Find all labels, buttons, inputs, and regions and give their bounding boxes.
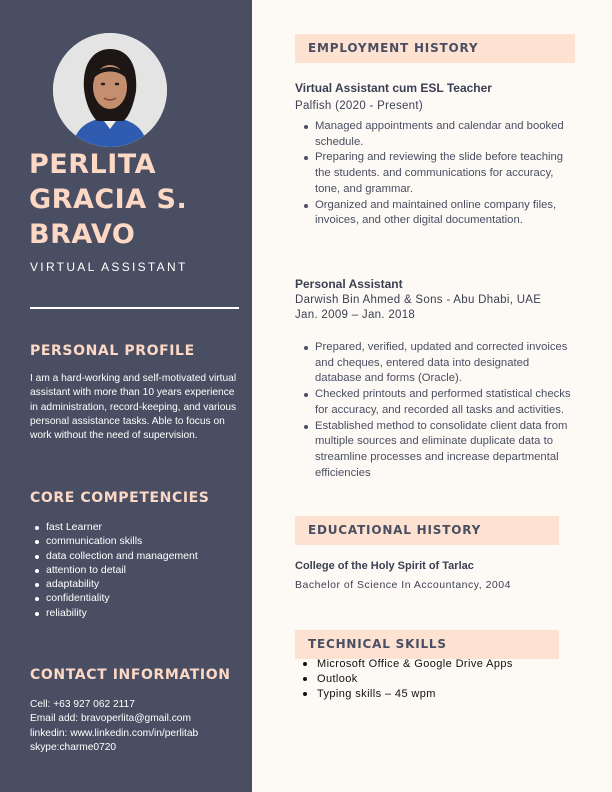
list-item: reliability [46, 606, 198, 620]
list-item: Outlook [317, 672, 513, 687]
name-line: PERLITA [29, 149, 156, 180]
list-item: fast Learner [46, 520, 198, 534]
list-item: Prepared, verified, updated and corrected invoices and cheques, entered data into designated database and forms (Oracle). [315, 340, 573, 387]
job-1-duties [315, 119, 573, 229]
contact-linkedin[interactable]: linkedin: www.linkedin.com/in/perlitab [30, 727, 199, 739]
list-item: Preparing and reviewing the slide before teaching the students. and communications for accuracy, tone, and grammar. [315, 150, 573, 197]
contact-heading: CONTACT INFORMATION [30, 667, 231, 683]
education-heading: EDUCATIONAL HISTORY [295, 516, 559, 545]
list-item: communication skills [46, 534, 198, 548]
job-2-dates: Jan. 2009 – Jan. 2018 [295, 309, 416, 321]
job-2-company: Darwish Bin Ahmed & Sons - Abu Dhabi, UAE [295, 294, 542, 306]
contact-skype: skype:charme0720 [30, 741, 117, 753]
avatar [53, 33, 167, 147]
name-line: BRAVO [29, 219, 136, 250]
list-item: Checked printouts and performed statistical checks for accuracy, and recorded all tasks and activities. [315, 387, 573, 418]
list-item: Typing skills – 45 wpm [317, 687, 513, 702]
personal-profile-heading: PERSONAL PROFILE [30, 343, 195, 359]
list-item: Established method to consolidate client data from multiple sources and eliminate duplicate data to streamline processes and increase departmental efficiencies [315, 419, 573, 482]
name-line: GRACIA S. [29, 184, 188, 215]
technical-skills-heading: TECHNICAL SKILLS [295, 630, 559, 659]
job-title: VIRTUAL ASSISTANT [30, 260, 188, 274]
list-item: adaptability [46, 577, 198, 591]
job-1-company: Palfish (2020 - Present) [295, 100, 424, 112]
job-1-title: Virtual Assistant cum ESL Teacher [295, 81, 492, 95]
profile-photo [53, 33, 167, 147]
list-item: Microsoft Office & Google Drive Apps [317, 658, 513, 670]
technical-skills-list [317, 657, 513, 702]
list-item: Managed appointments and calendar and booked schedule. [315, 119, 573, 150]
candidate-name [29, 147, 244, 252]
list-item: Organized and maintained online company files, invoices, and other digital documentation. [315, 198, 573, 229]
list-item: data collection and management [46, 549, 198, 562]
job-2-title: Personal Assistant [295, 277, 403, 291]
sidebar [0, 0, 252, 792]
contact-cell: Cell: +63 927 062 2117 [30, 699, 135, 710]
divider [30, 307, 239, 309]
education-school: College of the Holy Spirit of Tarlac [295, 560, 474, 572]
list-item: attention to detail [46, 563, 198, 577]
employment-heading: EMPLOYMENT HISTORY [295, 34, 575, 63]
personal-profile-text: I am a hard-working and self-motivated virtual assistant with more than 10 years experience in administration, record-keeping, and various personal assistance tasks. Able to focus on work without the need of supervision. [30, 373, 237, 442]
contact-email[interactable]: Email add: bravoperlita@gmail.com [30, 713, 191, 725]
core-competencies-list [46, 520, 198, 620]
list-item: confidentiality [46, 591, 198, 605]
contact-block [30, 698, 198, 755]
job-2-duties [315, 340, 573, 481]
education-degree: Bachelor of Science In Accountancy, 2004 [295, 579, 511, 591]
core-competencies-heading: CORE COMPETENCIES [30, 490, 210, 506]
